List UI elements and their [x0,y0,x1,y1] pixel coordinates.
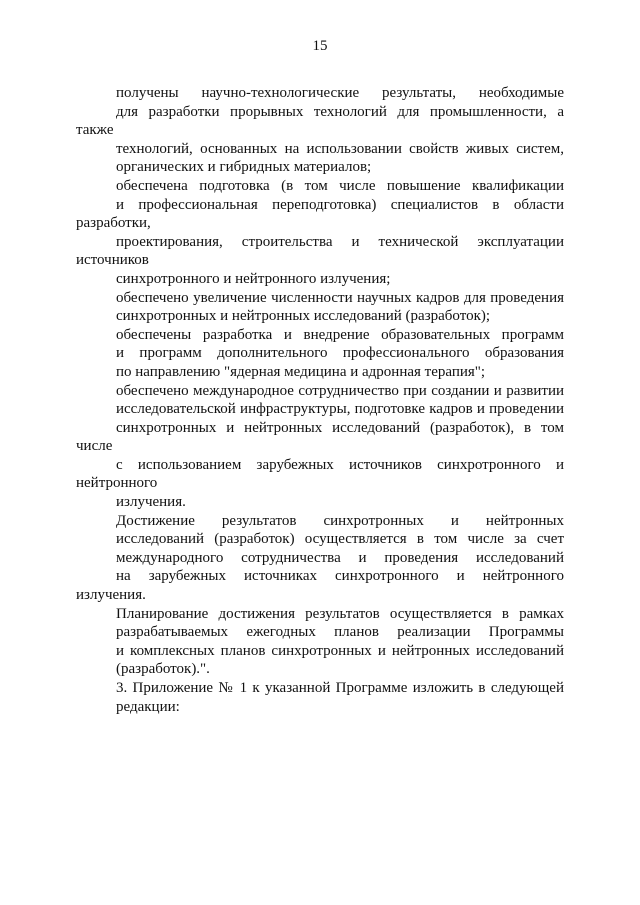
text-line: на зарубежных источниках синхротронного и нейтронного излучения. [76,568,564,604]
text-line: с использованием зарубежных источников синхротронного и нейтронного [76,456,564,492]
paragraph [76,326,564,382]
paragraph [76,679,564,716]
text-line: и комплексных планов синхротронных и нейтронных исследований [116,642,564,659]
text-line: Планирование достижения результатов осуществляется в рамках [116,605,564,622]
text-line: исследований (разработок) осуществляется в том числе за счет [116,531,564,548]
text-line: Достижение результатов синхротронных и нейтронных [116,512,564,529]
text-line: излучения. [116,494,186,511]
text-line: разрабатываемых ежегодных планов реализации Программы [116,624,564,641]
text-line: редакции: [116,698,180,715]
text-line: синхротронных и нейтронных исследований (разработок); [116,308,491,325]
text-line: проектирования, строительства и технической эксплуатации источников [76,233,564,269]
text-line: получены научно-технологические результаты, необходимые [116,85,564,101]
text-line: синхротронного и нейтронного излучения; [116,270,391,287]
text-line: и программ дополнительного профессионального образования [116,345,564,362]
text-line: технологий, основанных на использовании свойств живых систем, [116,140,564,157]
text-line: обеспечено увеличение численности научных кадров для проведения [116,289,564,306]
text-line: для разработки прорывных технологий для промышленности, а также [76,103,564,139]
text-line: обеспечены разработка и внедрение образовательных программ [116,326,564,343]
text-line: 3. Приложение № 1 к указанной Программе изложить в следующей [116,680,564,696]
text-line: исследовательской инфраструктуры, подготовке кадров и проведении [116,401,564,418]
text-line: органических и гибридных материалов; [116,159,372,176]
page-number: 15 [312,38,328,54]
paragraph [76,84,564,177]
text-line: международного сотрудничества и проведения исследований [116,549,564,566]
text-line: по направлению "ядерная медицина и адронная терапия"; [116,363,486,380]
paragraph [76,512,564,605]
text-line: (разработок).". [116,661,210,678]
text-line: синхротронных и нейтронных исследований (разработок), в том числе [76,419,564,455]
paragraph [76,289,564,326]
text-line: обеспечена подготовка (в том числе повышение квалификации [116,177,564,194]
paragraph [76,382,564,512]
document-body [76,84,564,716]
paragraph [76,177,564,289]
text-line: обеспечено международное сотрудничество при создании и развитии [116,382,564,399]
paragraph [76,605,564,679]
text-line: и профессиональная переподготовка) специалистов в области разработки, [76,196,564,232]
